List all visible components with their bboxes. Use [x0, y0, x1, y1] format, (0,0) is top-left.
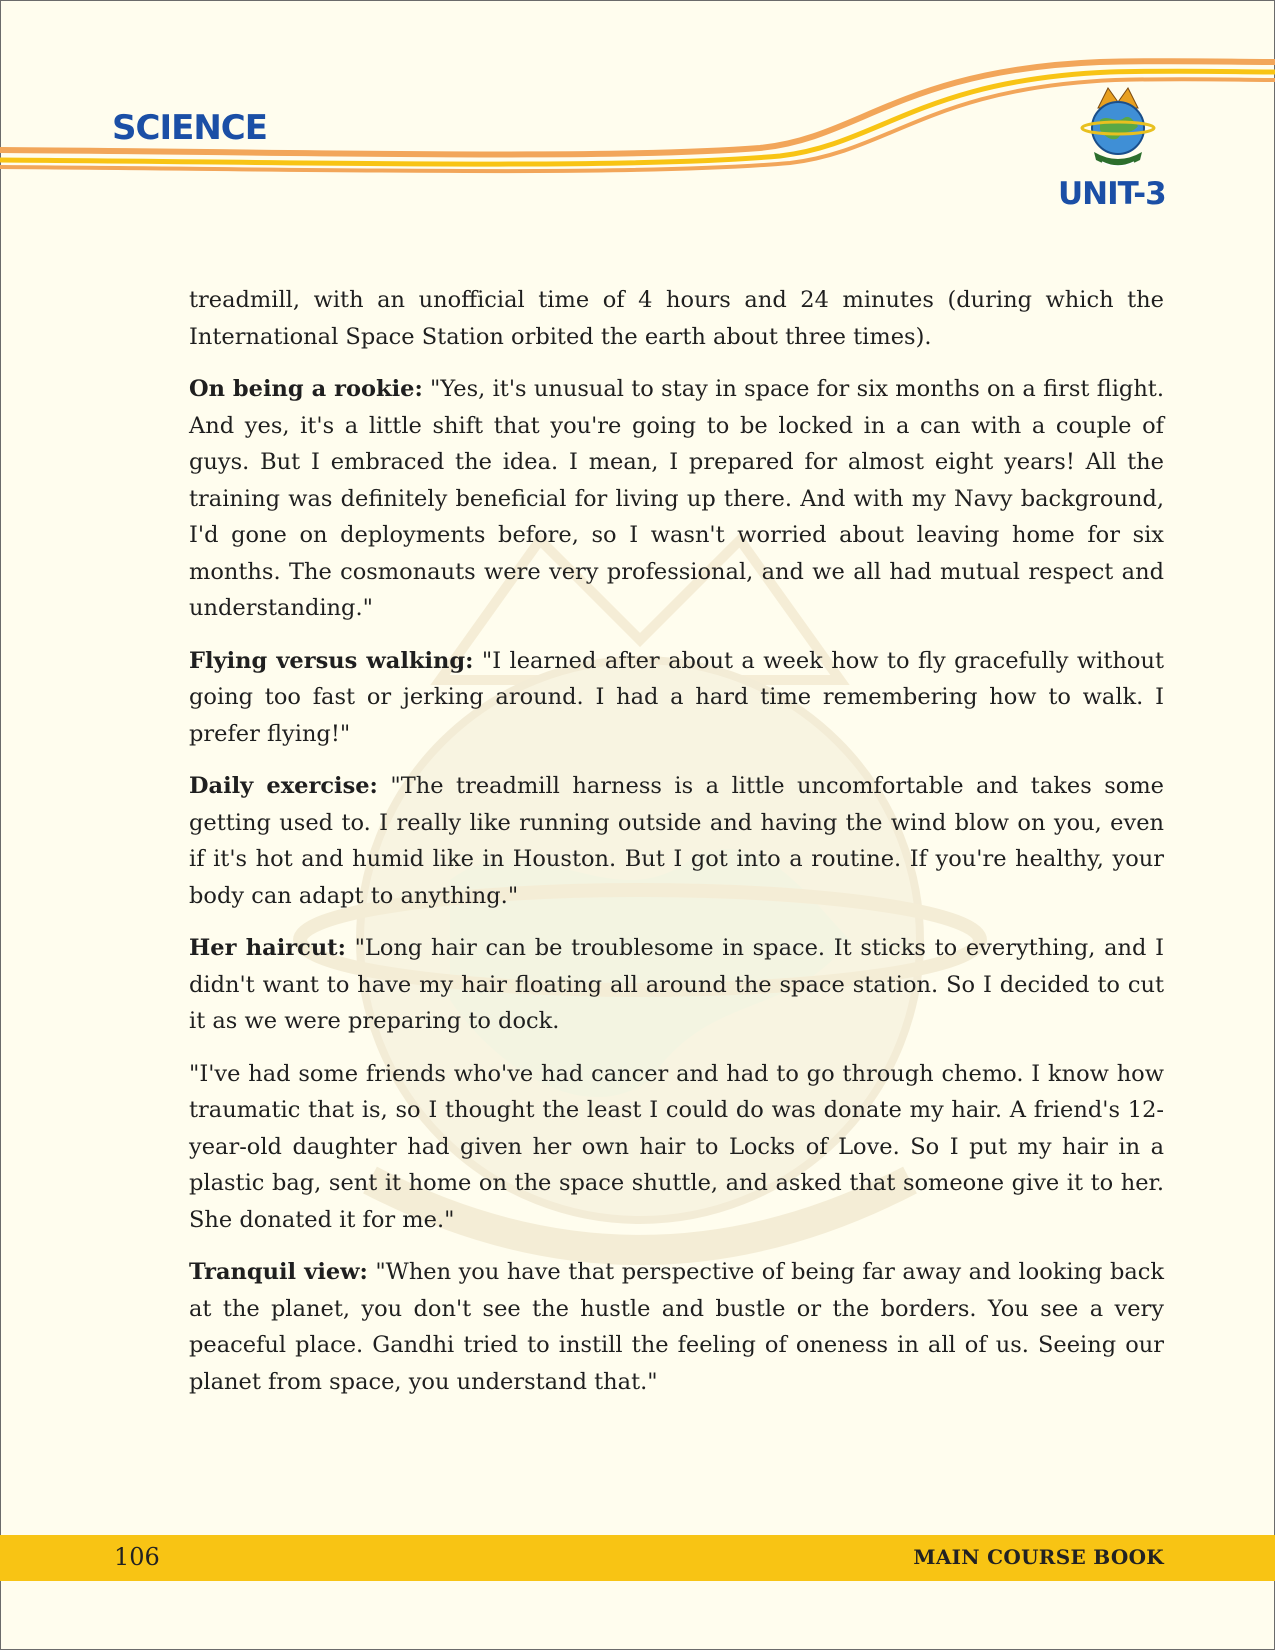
paragraph — [189, 643, 1164, 753]
school-globe-emblem-icon — [1068, 80, 1168, 180]
paragraph-text: "The treadmill harness is a little uncomfortable and takes some getting used to. I really like running outside and having the wind blow on you, even if it's hot and humid like in Houston. But I got into a routine. If you're healthy, your body can adapt to anything." — [189, 773, 1164, 909]
paragraph-text: "Long hair can be troublesome in space. It sticks to everything, and I didn't want to have my hair floating all around the space station. So I decided to cut it as we were preparing to dock. — [189, 935, 1164, 1034]
paragraph-heading: Her haircut: — [189, 935, 346, 961]
paragraph-heading: On being a rookie: — [189, 376, 423, 402]
paragraph-heading: Tranquil view: — [189, 1259, 368, 1285]
paragraph-heading: Flying versus walking: — [189, 647, 474, 674]
paragraph-heading: Daily exercise: — [189, 773, 378, 799]
book-title: MAIN COURSE BOOK — [913, 1545, 1164, 1569]
paragraph — [189, 1056, 1164, 1239]
subject-title: SCIENCE — [112, 108, 267, 148]
paragraph-text: treadmill, with an unofficial time of 4 hours and 24 minutes (during which the International Space Station orbited the earth about three times). — [189, 287, 1164, 350]
paragraph-text: "I've had some friends who've had cancer and had to go through chemo. I know how traumatic that is, so I thought the least I could do was donate my hair. A friend's 12-year-old daughter had given her own hair to Locks of Love. So I put my hair in a plastic bag, sent it home on the space shuttle, and asked that someone give it to her. She donated it for me." — [189, 1060, 1164, 1233]
paragraph — [189, 371, 1164, 627]
article-body — [189, 282, 1164, 1416]
paragraph-text: "Yes, it's unusual to stay in space for six months on a first flight. And yes, it's a little shift that you're going to be locked in a can with a couple of guys. But I embraced the idea. I mean, I prepared for almost eight years! All the training was definitely beneficial for living up there. And with my Navy background, I'd gone on deployments before, so I wasn't worried about leaving home for six months. The cosmonauts were very professional, and we all had mutual respect and understanding." — [189, 376, 1165, 621]
paragraph — [189, 930, 1164, 1040]
paragraph — [189, 768, 1164, 914]
paragraph-text: "I learned after about a week how to fly gracefully without going too fast or jerking around. I had a hard time remembering how to walk. I prefer flying!" — [189, 647, 1164, 747]
paragraph — [189, 282, 1164, 355]
paragraph — [189, 1254, 1164, 1400]
paragraph-text: "When you have that perspective of being far away and looking back at the planet, you don't see the hustle and bustle or the borders. You see a very peaceful place. Gandhi tried to instill the feeling of oneness in all of us. Seeing our planet from space, you understand that." — [189, 1259, 1164, 1395]
page-number: 106 — [114, 1543, 160, 1571]
unit-label: UNIT-3 — [1058, 176, 1166, 212]
